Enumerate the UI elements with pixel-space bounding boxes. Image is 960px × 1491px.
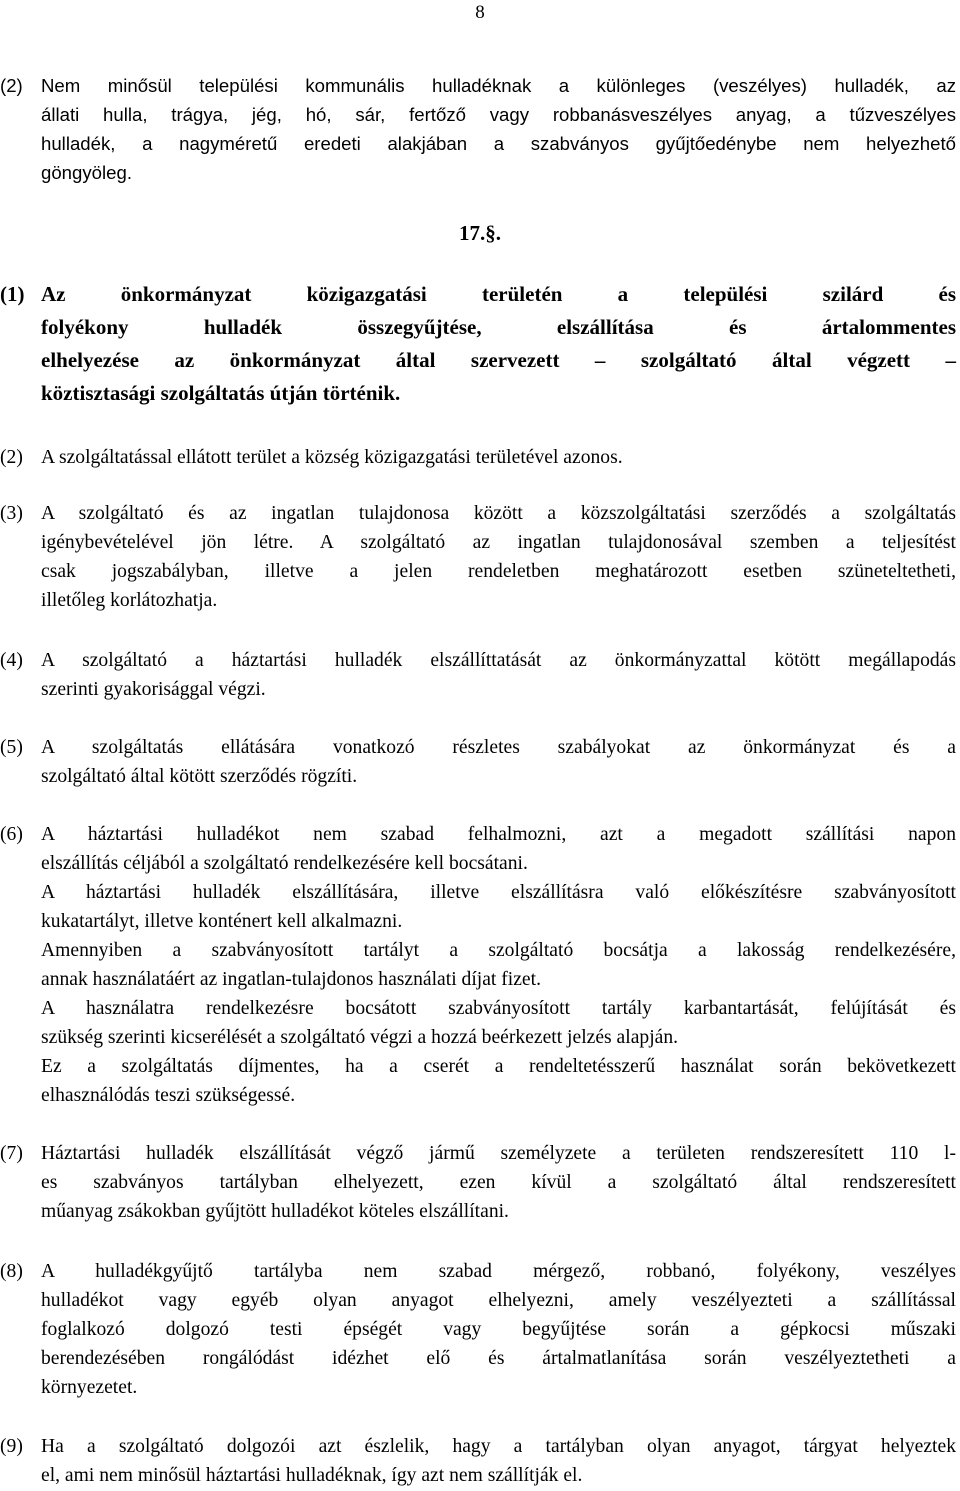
paragraph-number: (3) (0, 503, 23, 524)
paragraph-17-4 (0, 646, 956, 704)
paragraph-line: göngyöleg. (41, 162, 132, 183)
paragraph-line: (3) A szolgáltató és az ingatlan tulajdonosa között a közszolgáltatási szerződés a szolgáltatás (0, 499, 956, 528)
paragraph-line: (6) A háztartási hulladékot nem szabad felhalmozni, azt a megadott szállítási napon (0, 820, 956, 849)
paragraph-line: (2) A szolgáltatással ellátott terület a község közigazgatási területével azonos. (0, 443, 956, 472)
paragraph-17-8 (0, 1257, 956, 1402)
paragraph-line: Ez a szolgáltatás díjmentes, ha a cserét a rendeltetésszerű használat során bekövetkezett (41, 1056, 956, 1077)
paragraph-line: környezetet. (41, 1377, 138, 1398)
paragraph-line: igénybevételével jön létre. A szolgáltató az ingatlan tulajdonosával szemben a teljesítést (41, 532, 956, 553)
paragraph-line: (7) Háztartási hulladék elszállítását végző jármű személyzete a területen rendszeresített 110 l- (0, 1139, 956, 1168)
paragraph-number: (8) (0, 1261, 23, 1282)
paragraph-line: elszállítás céljából a szolgáltató rendelkezésére kell bocsátani. (41, 853, 528, 874)
paragraph-number: (1) (0, 282, 25, 306)
paragraph-line: állati hulla, trágya, jég, hó, sár, fertőző vagy robbanásveszélyes anyag, a tűzveszélyes (41, 104, 956, 125)
paragraph-number: (5) (0, 737, 23, 758)
paragraph-number: (6) (0, 824, 23, 845)
paragraph-17-9 (0, 1432, 956, 1490)
paragraph-number: (7) (0, 1143, 23, 1164)
paragraph-line: köztisztasági szolgáltatás útján történik. (41, 381, 401, 405)
paragraph-number: (2) (0, 447, 23, 468)
paragraph-line: szükség szerinti kicserélését a szolgáltató végzi a hozzá beérkezett jelzés alapján. (41, 1027, 679, 1048)
paragraph-line: (4) A szolgáltató a háztartási hulladék elszállíttatását az önkormányzattal kötött megállapodás (0, 646, 956, 675)
paragraph-line: el, ami nem minősül háztartási hulladéknak, így azt nem szállítják el. (41, 1465, 583, 1486)
paragraph-line: es szabványos tartályban elhelyezett, ezen kívül a szolgáltató által rendszeresített (41, 1172, 956, 1193)
paragraph-line: műanyag zsákokban gyűjtött hulladékot köteles elszállítani. (41, 1201, 509, 1222)
paragraph-line: (8) A hulladékgyűjtő tartályba nem szabad mérgező, robbanó, folyékony, veszélyes (0, 1257, 956, 1286)
paragraph-17-5 (0, 733, 956, 791)
paragraph-17-1 (0, 278, 956, 410)
paragraph-number: (9) (0, 1436, 23, 1457)
paragraph-line: szolgáltató által kötött szerződés rögzíti. (41, 766, 358, 787)
paragraph-line: berendezésében rongálódást idézhet elő és ártalmatlanítása során veszélyeztetheti a (41, 1348, 956, 1369)
paragraph-line: Amennyiben a szabványosított tartályt a szolgáltató bocsátja a lakosság rendelkezésére, (41, 940, 956, 961)
paragraph-line: elhelyezése az önkormányzat által szervezett – szolgáltató által végzett – (41, 348, 956, 372)
paragraph-line: foglalkozó dolgozó testi épségét vagy begyűjtése során a gépkocsi műszaki (41, 1319, 956, 1340)
section-title: 17.§. (459, 221, 501, 245)
paragraph-17-6 (0, 820, 956, 1110)
paragraph-line: folyékony hulladék összegyűjtése, elszállítása és ártalommentes (41, 315, 956, 339)
paragraph-16-2 (0, 71, 956, 187)
paragraph-line: szerinti gyakorisággal végzi. (41, 679, 266, 700)
paragraph-number: (4) (0, 650, 23, 671)
page-number: 8 (475, 2, 485, 23)
paragraph-17-3 (0, 499, 956, 615)
paragraph-17-7 (0, 1139, 956, 1226)
paragraph-line: hulladék, a nagyméretű eredeti alakjában a szabványos gyűjtőedénybe nem helyezhető (41, 133, 956, 154)
paragraph-number: (2) (0, 75, 23, 96)
paragraph-line: elhasználódás teszi szükségessé. (41, 1085, 296, 1106)
paragraph-line: kukatartályt, illetve konténert kell alkalmazni. (41, 911, 403, 932)
paragraph-line: (2) Nem minősül települési kommunális hulladéknak a különleges (veszélyes) hulladék, az (0, 71, 956, 100)
paragraph-line: csak jogszabályban, illetve a jelen rendeletben meghatározott esetben szüneteltetheti, (41, 561, 956, 582)
paragraph-17-2 (0, 443, 956, 472)
paragraph-line: hulladékot vagy egyéb olyan anyagot elhelyezni, amely veszélyezteti a szállítással (41, 1290, 956, 1311)
paragraph-line: illetőleg korlátozhatja. (41, 590, 218, 611)
paragraph-line: (9) Ha a szolgáltató dolgozói azt észlelik, hagy a tartályban olyan anyagot, tárgyat helyeztek (0, 1432, 956, 1461)
paragraph-line: A használatra rendelkezésre bocsátott szabványosított tartály karbantartását, felújítását és (41, 998, 956, 1019)
paragraph-line: (5) A szolgáltatás ellátására vonatkozó részletes szabályokat az önkormányzat és a (0, 733, 956, 762)
paragraph-line: (1) Az önkormányzat közigazgatási területén a települési szilárd és (0, 278, 956, 311)
paragraph-line: annak használatáért az ingatlan-tulajdonos használati díjat fizet. (41, 969, 541, 990)
paragraph-line: A háztartási hulladék elszállítására, illetve elszállításra való előkészítésre szabványosított (41, 882, 956, 903)
